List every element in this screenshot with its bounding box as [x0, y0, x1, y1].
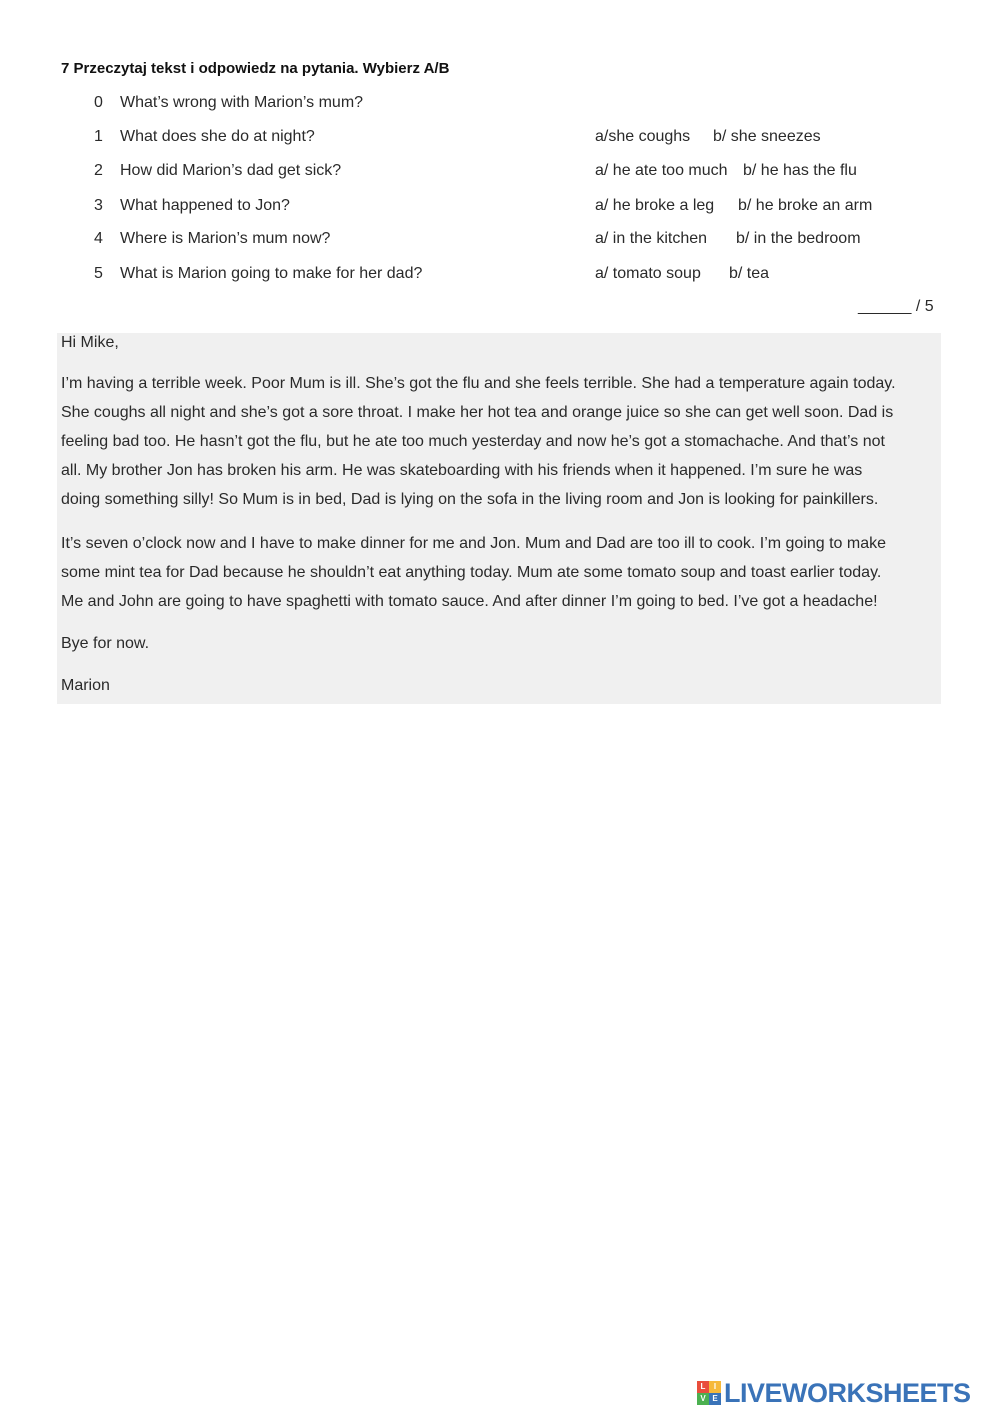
letter-signature: Marion	[61, 677, 110, 694]
question-text: How did Marion’s dad get sick?	[120, 162, 342, 179]
option-a[interactable]: a/ tomato soup	[595, 265, 701, 282]
letter-greeting: Hi Mike,	[61, 334, 119, 351]
question-number: 3	[94, 197, 103, 214]
letter-line: I’m having a terrible week. Poor Mum is ill. She’s got the flu and she feels terrible. She had a temperature again today.	[61, 375, 896, 392]
liveworksheets-logo	[697, 1378, 971, 1408]
logo-mark-cell: V	[697, 1393, 709, 1405]
question-row-3	[0, 197, 1000, 219]
letter-paragraph-1	[61, 369, 941, 514]
option-a[interactable]: a/she coughs	[595, 128, 691, 145]
question-text: What happened to Jon?	[120, 197, 290, 214]
option-b[interactable]: b/ in the bedroom	[736, 230, 861, 247]
option-b[interactable]: b/ she sneezes	[713, 128, 821, 145]
option-b[interactable]: b/ tea	[729, 265, 770, 282]
score-field: ______ / 5	[858, 298, 934, 315]
letter-box	[57, 333, 941, 704]
logo-text: LIVEWORKSHEETS	[724, 1377, 971, 1408]
letter-line: It’s seven o’clock now and I have to make dinner for me and Jon. Mum and Dad are too ill to cook. I’m going to make	[61, 535, 887, 552]
question-row-2	[0, 162, 1000, 184]
logo-mark-icon	[697, 1381, 721, 1405]
question-text: What is Marion going to make for her dad?	[120, 265, 423, 282]
logo-mark-cell: I	[709, 1381, 721, 1393]
question-number: 4	[94, 230, 103, 247]
logo-mark-cell: L	[697, 1381, 709, 1393]
logo-mark-cell: E	[709, 1393, 721, 1405]
option-a[interactable]: a/ he ate too much	[595, 162, 728, 179]
letter-line: feeling bad too. He hasn’t got the flu, but he ate too much yesterday and now he’s got a stomachache. And that’s not	[61, 433, 885, 450]
question-row-0	[0, 94, 1000, 116]
option-a[interactable]: a/ he broke a leg	[595, 197, 715, 214]
letter-line: doing something silly! So Mum is in bed, Dad is lying on the sofa in the living room and Jon is looking for painkillers.	[61, 491, 879, 508]
question-number: 1	[94, 128, 103, 145]
question-number: 5	[94, 265, 103, 282]
letter-line: all. My brother Jon has broken his arm. He was skateboarding with his friends when it happened. I’m sure he was	[61, 462, 863, 479]
question-row-1	[0, 128, 1000, 150]
option-b[interactable]: b/ he has the flu	[743, 162, 857, 179]
letter-closing: Bye for now.	[61, 635, 150, 652]
exercise-heading: 7 Przeczytaj tekst i odpowiedz na pytania. Wybierz A/B	[61, 60, 450, 77]
question-number: 0	[94, 94, 103, 111]
question-text: What does she do at night?	[120, 128, 315, 145]
option-b[interactable]: b/ he broke an arm	[738, 197, 873, 214]
option-a[interactable]: a/ in the kitchen	[595, 230, 708, 247]
letter-line: She coughs all night and she’s got a sore throat. I make her hot tea and orange juice so she can get well soon. Dad is	[61, 404, 894, 421]
question-row-5	[0, 265, 1000, 287]
letter-paragraph-2	[61, 529, 941, 616]
question-text: What’s wrong with Marion’s mum?	[120, 94, 364, 111]
letter-line: Me and John are going to have spaghetti with tomato sauce. And after dinner I’m going to bed. I’ve got a headache!	[61, 593, 878, 610]
letter-line: some mint tea for Dad because he shouldn’t eat anything today. Mum ate some tomato soup and toast earlier today.	[61, 564, 882, 581]
question-text: Where is Marion’s mum now?	[120, 230, 331, 247]
question-row-4	[0, 230, 1000, 252]
question-number: 2	[94, 162, 103, 179]
